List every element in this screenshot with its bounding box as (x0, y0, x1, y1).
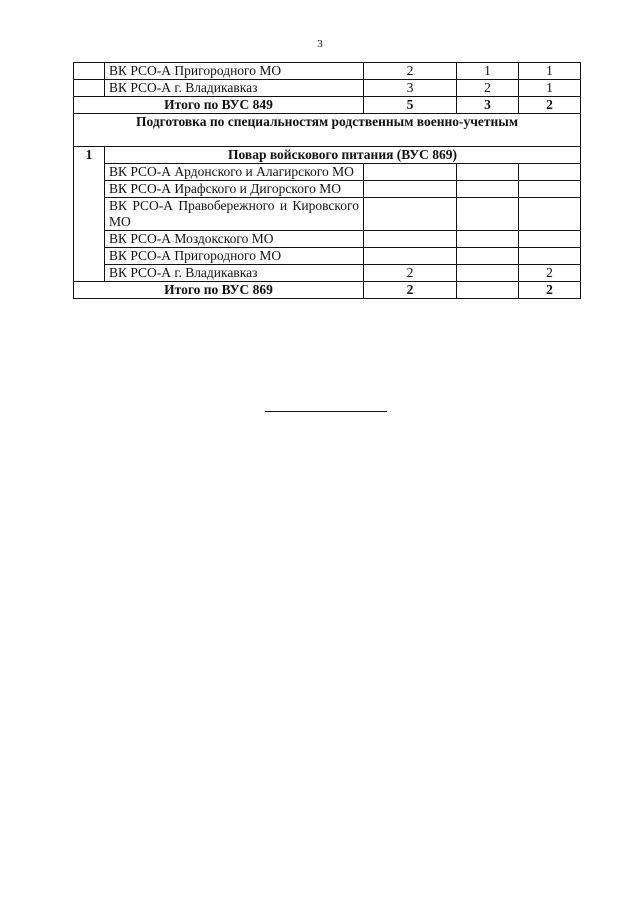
table-row (74, 198, 581, 231)
total-row-849 (74, 97, 581, 114)
value-cell: 2 (519, 265, 581, 282)
total-value (457, 282, 519, 299)
value-cell (519, 198, 581, 231)
unit-name-cell: ВК РСО-А Ирафского и Дигорского МО (105, 181, 364, 198)
value-cell: 2 (457, 80, 519, 97)
num-cell (74, 63, 105, 80)
table-row (74, 181, 581, 198)
num-cell (74, 80, 105, 97)
value-cell (364, 231, 457, 248)
value-cell (457, 231, 519, 248)
section-header-row (74, 114, 581, 147)
total-value: 5 (364, 97, 457, 114)
unit-name-cell: ВК РСО-А Пригородного МО (105, 248, 364, 265)
total-row-869 (74, 282, 581, 299)
value-cell (519, 181, 581, 198)
value-cell (457, 198, 519, 231)
total-value: 3 (457, 97, 519, 114)
value-cell (364, 164, 457, 181)
table-row (74, 248, 581, 265)
value-cell (519, 231, 581, 248)
table-row (74, 80, 581, 97)
value-cell (457, 248, 519, 265)
total-value: 2 (519, 282, 581, 299)
table-row (74, 63, 581, 80)
value-cell (457, 181, 519, 198)
value-cell: 1 (519, 63, 581, 80)
value-cell: 3 (364, 80, 457, 97)
unit-name-cell: ВК РСО-А Моздокского МО (105, 231, 364, 248)
table-row (74, 164, 581, 181)
value-cell (364, 181, 457, 198)
value-cell: 1 (457, 63, 519, 80)
value-cell (519, 164, 581, 181)
unit-name-cell: ВК РСО-А Правобережного и Кировского МО (105, 198, 364, 231)
value-cell (364, 248, 457, 265)
section-title: Подготовка по специальностям родственным военно-учетным (74, 114, 581, 147)
separator-line (265, 411, 387, 412)
table-row (74, 265, 581, 282)
unit-name-cell: ВК РСО-А Пригородного МО (105, 63, 364, 80)
unit-name-cell: ВК РСО-А г. Владикавказ (105, 265, 364, 282)
total-value: 2 (519, 97, 581, 114)
specialties-table (73, 62, 581, 299)
group-header-row (74, 147, 581, 164)
value-cell: 2 (364, 63, 457, 80)
value-cell (457, 164, 519, 181)
total-label: Итого по ВУС 849 (74, 97, 364, 114)
value-cell: 1 (519, 80, 581, 97)
value-cell: 2 (364, 265, 457, 282)
table-row (74, 231, 581, 248)
unit-name-cell: ВК РСО-А Ардонского и Алагирского МО (105, 164, 364, 181)
total-value: 2 (364, 282, 457, 299)
unit-name-cell: ВК РСО-А г. Владикавказ (105, 80, 364, 97)
total-label: Итого по ВУС 869 (74, 282, 364, 299)
value-cell (364, 198, 457, 231)
value-cell (519, 248, 581, 265)
page-number: 3 (317, 38, 323, 50)
group-number: 1 (74, 147, 105, 282)
group-title: Повар войскового питания (ВУС 869) (105, 147, 581, 164)
value-cell (457, 265, 519, 282)
